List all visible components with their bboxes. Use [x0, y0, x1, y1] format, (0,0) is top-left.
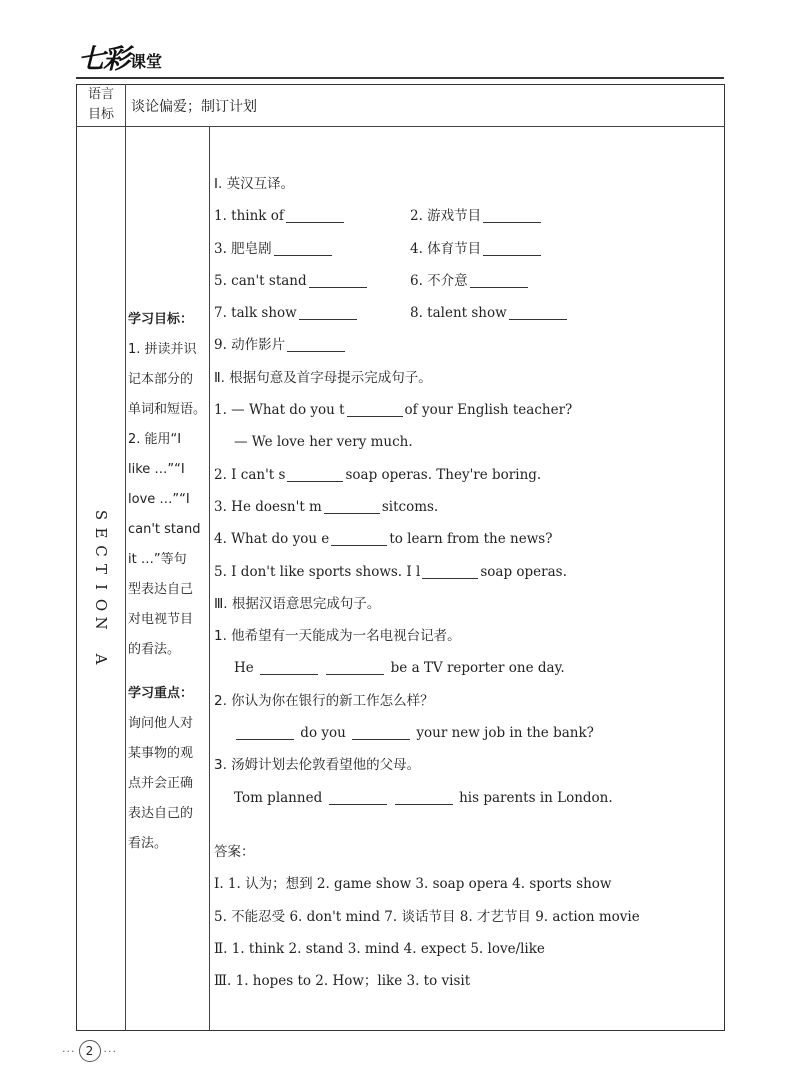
- sentence-post: of your English teacher?: [404, 402, 573, 419]
- sentence-pre: 5. I don't like sports shows. I l: [214, 563, 421, 580]
- answer-blank: [236, 724, 294, 740]
- brand-sub: 课堂: [130, 52, 163, 71]
- row-divider: [76, 126, 725, 127]
- part3-title: Ⅲ. 根据汉语意思完成句子。: [214, 595, 381, 612]
- answer-blank: [287, 336, 345, 352]
- sentence-pre: 3. He doesn't m: [214, 498, 322, 515]
- translate-row: [214, 200, 714, 232]
- learning-sidebar: [128, 305, 210, 859]
- answer-blank: [326, 659, 384, 675]
- sentence-post: sitcoms.: [381, 498, 439, 515]
- part2-title: Ⅱ. 根据句意及首字母提示完成句子。: [214, 369, 432, 386]
- page-number: 2: [79, 1040, 101, 1062]
- goal-line: 型表达自己: [128, 582, 194, 597]
- goal-heading: 学习目标：: [128, 312, 194, 327]
- goal-line: 2. 能用“I: [128, 432, 182, 447]
- section-letter: [92, 632, 110, 650]
- translate-row: [214, 297, 714, 329]
- answer-blank: [329, 789, 387, 805]
- section-a-label: [92, 506, 110, 668]
- question-zh: 3. 汤姆计划去伦敦看望他的父母。: [214, 757, 421, 774]
- goal-line: 单词和短语。: [128, 402, 207, 417]
- brand-logo: [78, 46, 162, 73]
- focus-line: 询问他人对: [128, 716, 194, 731]
- item-prompt: 7. talk show: [214, 305, 297, 322]
- footer-dots-left: ···: [62, 1044, 76, 1058]
- brand-script: 七彩: [78, 44, 128, 75]
- goal-line: 对电视节目: [128, 612, 194, 627]
- lang-label-line-1: 语言: [87, 87, 114, 102]
- answers-title: 答案：: [214, 843, 255, 860]
- sentence-post: be a TV reporter one day.: [390, 660, 565, 677]
- answer-blank: [470, 272, 528, 288]
- answer-blank: [331, 530, 387, 546]
- goal-line: love …”“I: [128, 492, 190, 507]
- goal-line: can't stand: [128, 522, 201, 537]
- answer-blank: [309, 272, 367, 288]
- sentence-pre: 1. — What do you t: [214, 402, 345, 419]
- item-prompt: 9. 动作影片: [214, 337, 286, 354]
- goal-line: 1. 拼读并识: [128, 342, 197, 357]
- focus-line: 点并会正确: [128, 776, 194, 791]
- spacer: [128, 665, 210, 679]
- goal-line: like …”“I: [128, 462, 185, 477]
- question-en: [214, 782, 714, 814]
- section-letter: C: [92, 545, 110, 557]
- item-prompt: 8. talent show: [410, 305, 507, 322]
- item-prompt: 2. 游戏节目: [410, 208, 482, 225]
- answer-blank: [299, 304, 357, 320]
- sentence-post: soap operas. They're boring.: [345, 466, 542, 483]
- answer-blank: [483, 240, 541, 256]
- item-prompt: 6. 不介意: [410, 272, 468, 289]
- exercise-area: [214, 168, 714, 997]
- goal-line: 的看法。: [128, 642, 181, 657]
- answer-line: Ⅱ. 1. think 2. stand 3. mind 4. expect 5. love/like: [214, 940, 545, 957]
- sentence-post: to learn from the news?: [389, 531, 553, 548]
- sentence-pre: 4. What do you e: [214, 531, 330, 548]
- sentence-pre: Tom planned: [234, 789, 323, 806]
- answer-blank: [483, 207, 541, 223]
- section-letter: S: [92, 509, 110, 521]
- answer-blank: [287, 466, 343, 482]
- column-divider-1: [125, 84, 126, 1031]
- answer-blank: [422, 563, 478, 579]
- item-prompt: 5. can't stand: [214, 272, 307, 289]
- question-zh: 1. 他希望有一天能成为一名电视台记者。: [214, 628, 461, 645]
- translate-row: [214, 265, 714, 297]
- lang-goal-label: [78, 84, 124, 126]
- sentence-pre: 2. I can't s: [214, 466, 286, 483]
- sentence-row: [214, 426, 714, 458]
- section-letter: E: [92, 527, 110, 539]
- focus-heading: 学习重点：: [128, 686, 194, 701]
- answer-blank: [509, 304, 567, 320]
- sentence-row: [214, 523, 714, 555]
- spacer: [214, 814, 714, 836]
- goal-line: it …”等句: [128, 552, 187, 567]
- question-en: [214, 652, 714, 684]
- answer-blank: [324, 498, 380, 514]
- item-prompt: 4. 体育节目: [410, 240, 482, 257]
- section-letter: O: [92, 598, 110, 612]
- sentence-mid: do you: [300, 725, 346, 742]
- answer-line: Ⅲ. 1. hopes to 2. How；like 3. to visit: [214, 973, 471, 990]
- answer-blank: [395, 789, 453, 805]
- answer-blank: [260, 659, 318, 675]
- section-letter: A: [92, 653, 110, 665]
- section-letter: I: [92, 584, 110, 590]
- sentence-row: [214, 459, 714, 491]
- page-footer: [62, 1040, 117, 1062]
- focus-line: 看法。: [128, 836, 168, 851]
- item-prompt: 3. 肥皂剧: [214, 240, 272, 257]
- item-prompt: 1. think of: [214, 208, 284, 225]
- sentence-row: [214, 491, 714, 523]
- answer-blank: [352, 724, 410, 740]
- header-rule: [76, 77, 724, 79]
- sentence-row: [214, 556, 714, 588]
- sentence-post: your new job in the bank?: [416, 725, 594, 742]
- answer-line: 5. 不能忍受 6. don't mind 7. 谈话节目 8. 才艺节目 9. action movie: [214, 908, 640, 925]
- answer-line: Ⅰ. 1. 认为；想到 2. game show 3. soap opera 4. sports show: [214, 876, 612, 893]
- answer-blank: [347, 401, 403, 417]
- sentence-pre: He: [234, 660, 254, 677]
- footer-dots-right: ···: [103, 1044, 117, 1058]
- translate-row: [214, 233, 714, 265]
- sentence-row: [214, 394, 714, 426]
- translate-row: [214, 329, 714, 361]
- focus-line: 表达自己的: [128, 806, 194, 821]
- lang-label-line-2: 目标: [87, 107, 114, 122]
- goal-line: 记本部分的: [128, 372, 194, 387]
- question-zh: 2. 你认为你在银行的新工作怎么样？: [214, 692, 434, 709]
- section-letter: N: [92, 616, 110, 630]
- sentence-post: his parents in London.: [459, 789, 613, 806]
- question-en: [214, 717, 714, 749]
- part1-title: Ⅰ. 英汉互译。: [214, 176, 295, 192]
- sentence-pre: — We love her very much.: [234, 434, 413, 451]
- section-letter: T: [92, 563, 110, 574]
- sentence-post: soap operas.: [480, 563, 567, 580]
- lang-goal-text: 谈论偏爱；制订计划: [131, 99, 257, 115]
- answer-blank: [286, 207, 344, 223]
- answer-blank: [274, 240, 332, 256]
- focus-line: 某事物的观: [128, 746, 194, 761]
